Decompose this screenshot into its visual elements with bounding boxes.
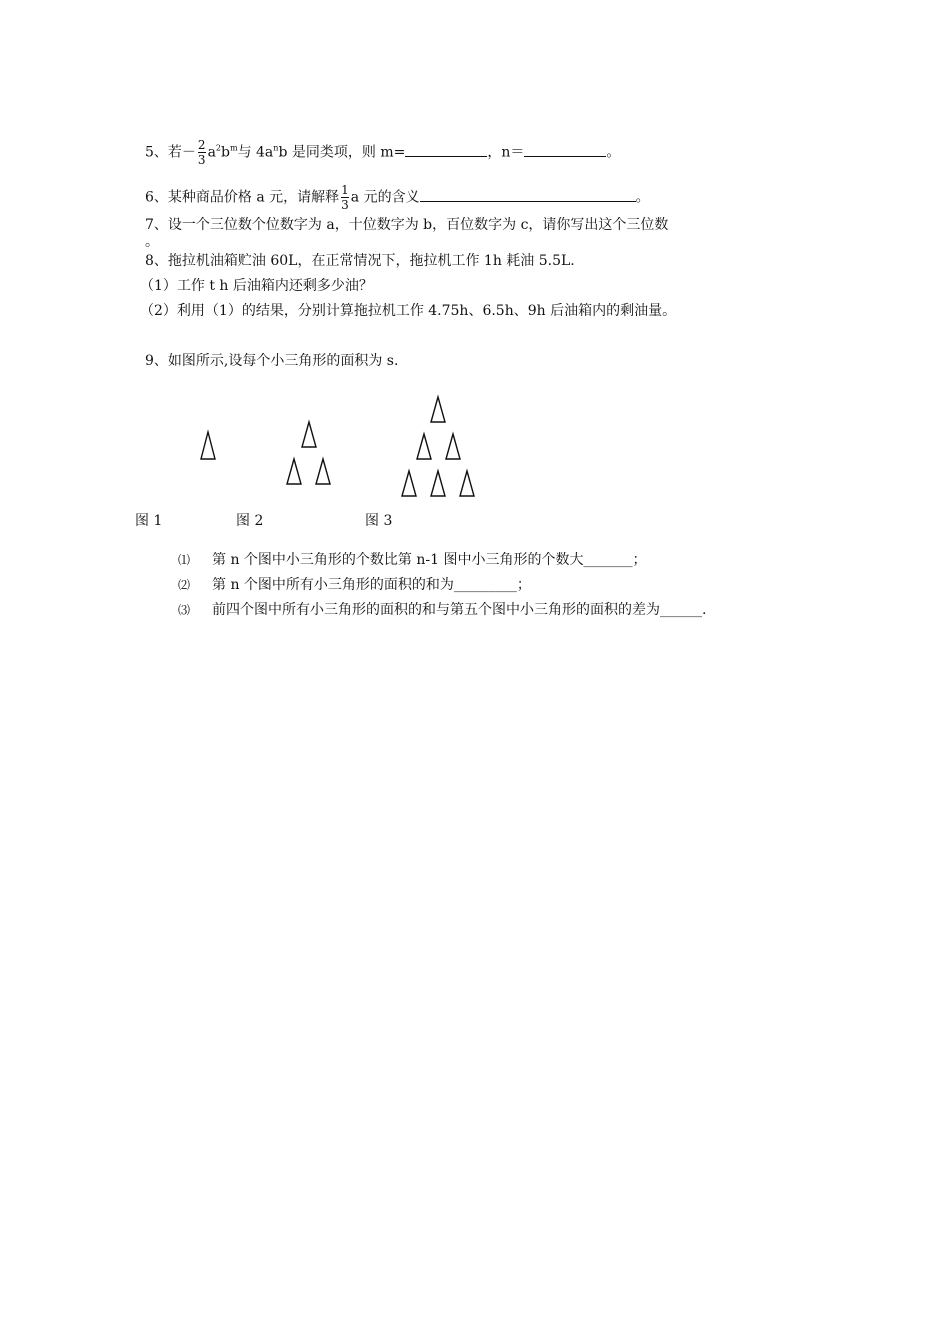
fig3-triangle-2 — [417, 434, 431, 459]
fig3-triangle-3 — [446, 434, 460, 459]
fig3-triangle-4 — [402, 471, 416, 496]
fig2-label: 图 2 — [236, 513, 264, 529]
q6-fraction: $\frac{1}{3}$ — [341, 183, 349, 212]
fig3-label: 图 3 — [365, 513, 393, 529]
question-8-part2: （2）利用（1）的结果，分别计算拖拉机工作 4.75h、6.5h、9h 后油箱内的剩油量。 — [140, 303, 677, 319]
fig3-triangle-5 — [431, 471, 445, 496]
question-5: 5、若－ $\frac{2}{3}$ $a^2b^m$与 $4a^nb$ 是同类项，则 m= ，n＝ 。 — [145, 138, 621, 167]
question-6: 6、某种商品价格 a 元，请解释 $\frac{1}{3}$ a 元的含义 。 — [145, 183, 650, 212]
q5-fraction: $\frac{2}{3}$ — [197, 138, 206, 167]
fig2-triangle-2 — [287, 459, 301, 484]
fig2-triangle-1 — [302, 422, 316, 447]
question-9-sub2: ⑵ 第 n 个图中所有小三角形的面积的和为_________； — [178, 577, 531, 593]
question-9-sub1: ⑴ 第 n 个图中小三角形的个数比第 n-1 图中小三角形的个数大_______； — [178, 552, 647, 568]
q5-prefix: 5、若－ — [145, 144, 196, 161]
question-7-line2: 。 — [145, 234, 159, 250]
question-9-sub3: ⑶ 前四个图中所有小三角形的面积的和与第五个图中小三角形的面积的差为______. — [178, 602, 707, 618]
question-8-part1: （1）工作 t h 后油箱内还剩多少油？ — [140, 278, 373, 294]
fig1-triangle-1 — [201, 432, 215, 459]
fig3-triangle-1 — [431, 397, 445, 422]
fig3-triangle-6 — [460, 471, 474, 496]
question-8-stem: 8、拖拉机油箱贮油 60L，在正常情况下，拖拉机工作 1h 耗油 5.5L. — [145, 253, 575, 269]
fig2-triangle-3 — [316, 459, 330, 484]
fig1-label: 图 1 — [135, 513, 163, 529]
question-9-stem: 9、如图所示,设每个小三角形的面积为 s. — [145, 353, 399, 369]
question-7-line1: 7、设一个三位数个位数字为 a，十位数字为 b，百位数字为 c，请你写出这个三位数 — [145, 217, 669, 233]
